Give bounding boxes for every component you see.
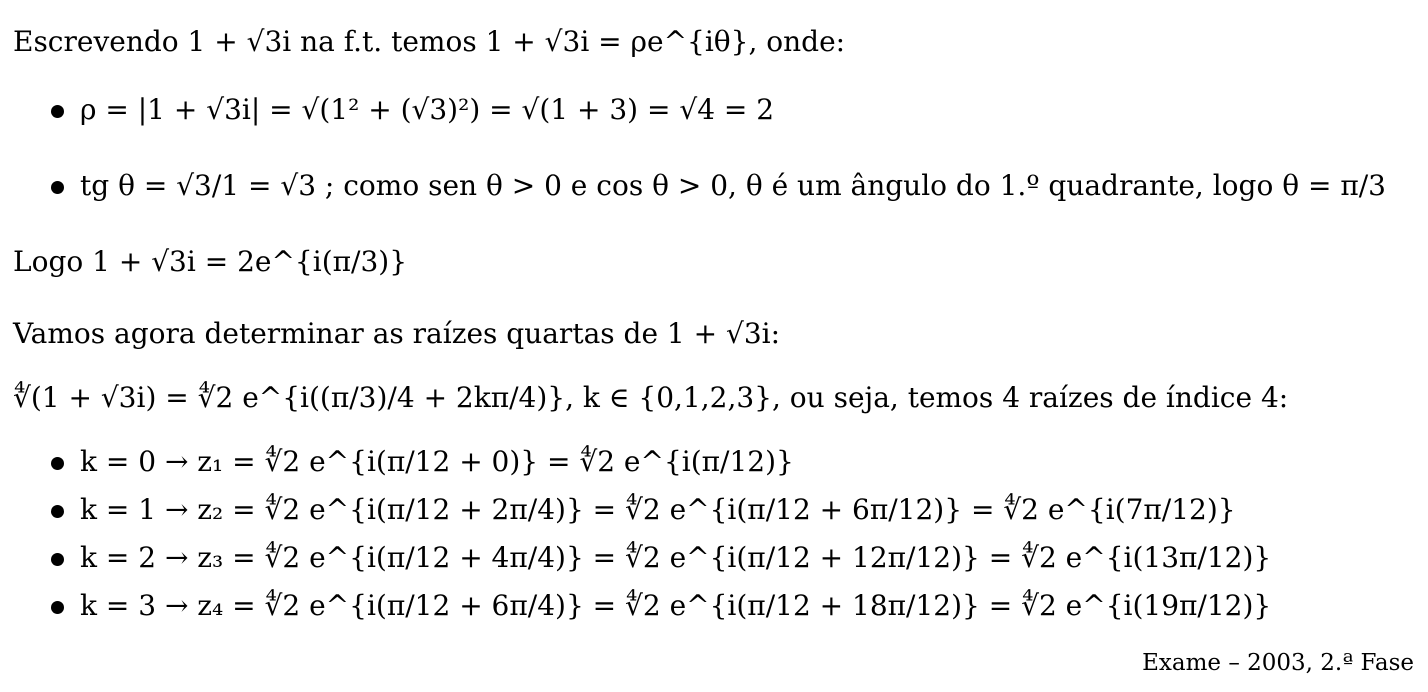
root-k3-text: k = 3 → z₄ = ∜2 e^{i(π/12 + 6π/4)} = ∜2 e^{i(π/12 + 18π/12)} = ∜2 e^{i(19π/12)} [80,589,1272,622]
bullet-dot [51,105,64,118]
roots-intro-line [13,317,781,350]
roots-intro-text: Vamos agora determinar as raízes quartas de 1 + √3i: [13,317,781,350]
trig-form-line [13,245,408,278]
trig-form-text: Logo 1 + √3i = 2e^{i(π/3)} [13,245,408,278]
exam-reference: Exame – 2003, 2.ª Fase [1142,650,1414,676]
bullet-dot [51,457,64,470]
bullet-dot [51,181,64,194]
modulus-text: ρ = |1 + √3i| = √(1² + (√3)²) = √(1 + 3) = √4 = 2 [80,93,775,126]
root-k0-text: k = 0 → z₁ = ∜2 e^{i(π/12 + 0)} = ∜2 e^{i(π/12)} [80,445,794,478]
roots-formula-text: ∜(1 + √3i) = ∜2 e^{i((π/3)/4 + 2kπ/4)}, k ∈ {0,1,2,3}, ou seja, temos 4 raízes de índice 4: [13,381,1289,414]
root-k1-text: k = 1 → z₂ = ∜2 e^{i(π/12 + 2π/4)} = ∜2 e^{i(π/12 + 6π/12)} = ∜2 e^{i(7π/12)} [80,493,1236,526]
bullet-dot [51,505,64,518]
intro-line [13,25,846,58]
intro-text: Escrevendo 1 + √3i na f.t. temos 1 + √3i = ρe^{iθ}, onde: [13,25,846,58]
root-k2-text: k = 2 → z₃ = ∜2 e^{i(π/12 + 4π/4)} = ∜2 e^{i(π/12 + 12π/12)} = ∜2 e^{i(13π/12)} [80,541,1272,574]
bullet-dot [51,601,64,614]
roots-formula-line [13,381,1289,414]
argument-text: tg θ = √3/1 = √3 ; como sen θ > 0 e cos θ > 0, θ é um ângulo do 1.º quadrante, logo θ = π/3 [80,169,1386,202]
bullet-dot [51,553,64,566]
